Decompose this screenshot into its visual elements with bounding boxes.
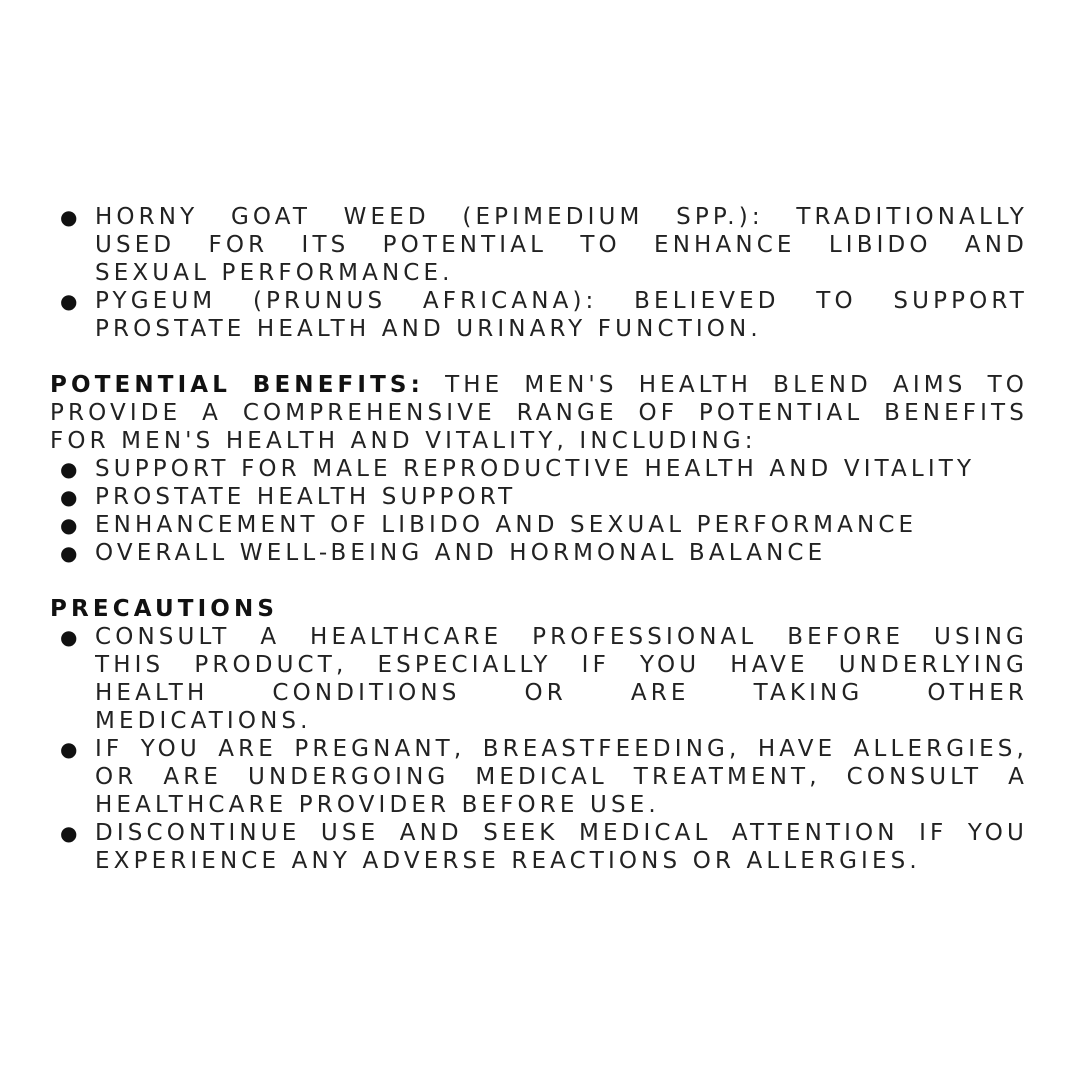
list-item (50, 735, 1028, 819)
list-item-line: HORNY GOAT WEED (EPIMEDIUM SPP.): TRADITIONALLY (95, 204, 1028, 230)
list-item (50, 511, 1028, 539)
list-item-line: PYGEUM (PRUNUS AFRICANA): BELIEVED TO SUPPORT (95, 288, 1028, 314)
precautions-list (50, 623, 1028, 875)
list-item (50, 455, 1028, 483)
list-item (50, 539, 1028, 567)
list-item-line: PROSTATE HEALTH AND URINARY FUNCTION. (95, 316, 762, 342)
precautions-section (50, 595, 1028, 875)
bullet-icon: ● (60, 289, 78, 313)
bullet-icon: ● (60, 737, 78, 761)
list-item (50, 203, 1028, 287)
bullet-icon: ● (60, 205, 78, 229)
list-item (50, 819, 1028, 875)
benefits-intro-line (50, 371, 1028, 399)
list-item-line: OR ARE UNDERGOING MEDICAL TREATMENT, CONSULT A (95, 764, 1028, 790)
list-item-line: OVERALL WELL-BEING AND HORMONAL BALANCE (95, 540, 827, 566)
document-page (50, 203, 1028, 875)
bullet-icon: ● (60, 457, 78, 481)
bullet-icon: ● (60, 485, 78, 509)
list-item (50, 287, 1028, 343)
benefits-list (50, 455, 1028, 567)
list-item-line: HEALTHCARE PROVIDER BEFORE USE. (95, 792, 660, 818)
list-item-line: THIS PRODUCT, ESPECIALLY IF YOU HAVE UNDERLYING (95, 652, 1028, 678)
list-item-line: ENHANCEMENT OF LIBIDO AND SEXUAL PERFORMANCE (95, 512, 918, 538)
bullet-icon: ● (60, 625, 78, 649)
benefits-intro-first: THE MEN'S HEALTH BLEND AIMS TO (445, 372, 1028, 398)
bullet-icon: ● (60, 541, 78, 565)
benefits-heading: POTENTIAL BENEFITS: (50, 372, 424, 398)
list-item (50, 483, 1028, 511)
benefits-intro-line: PROVIDE A COMPREHENSIVE RANGE OF POTENTIAL BENEFITS (50, 400, 1028, 426)
bullet-icon: ● (60, 513, 78, 537)
ingredient-list (50, 203, 1028, 343)
benefits-section (50, 371, 1028, 567)
bullet-icon: ● (60, 821, 78, 845)
list-item-line: SUPPORT FOR MALE REPRODUCTIVE HEALTH AND VITALITY (95, 456, 976, 482)
list-item-line: PROSTATE HEALTH SUPPORT (95, 484, 517, 510)
list-item (50, 623, 1028, 735)
list-item-line: SEXUAL PERFORMANCE. (95, 260, 454, 286)
list-item-line: IF YOU ARE PREGNANT, BREASTFEEDING, HAVE ALLERGIES, (95, 736, 1028, 762)
list-item-line: EXPERIENCE ANY ADVERSE REACTIONS OR ALLERGIES. (95, 848, 921, 874)
list-item-line: DISCONTINUE USE AND SEEK MEDICAL ATTENTION IF YOU (95, 820, 1028, 846)
benefits-intro-line: FOR MEN'S HEALTH AND VITALITY, INCLUDING: (50, 428, 757, 454)
list-item-line: HEALTH CONDITIONS OR ARE TAKING OTHER (95, 680, 1028, 706)
list-item-line: CONSULT A HEALTHCARE PROFESSIONAL BEFORE USING (95, 624, 1028, 650)
precautions-heading: PRECAUTIONS (50, 596, 279, 622)
list-item-line: USED FOR ITS POTENTIAL TO ENHANCE LIBIDO AND (95, 232, 1028, 258)
list-item-line: MEDICATIONS. (95, 708, 312, 734)
